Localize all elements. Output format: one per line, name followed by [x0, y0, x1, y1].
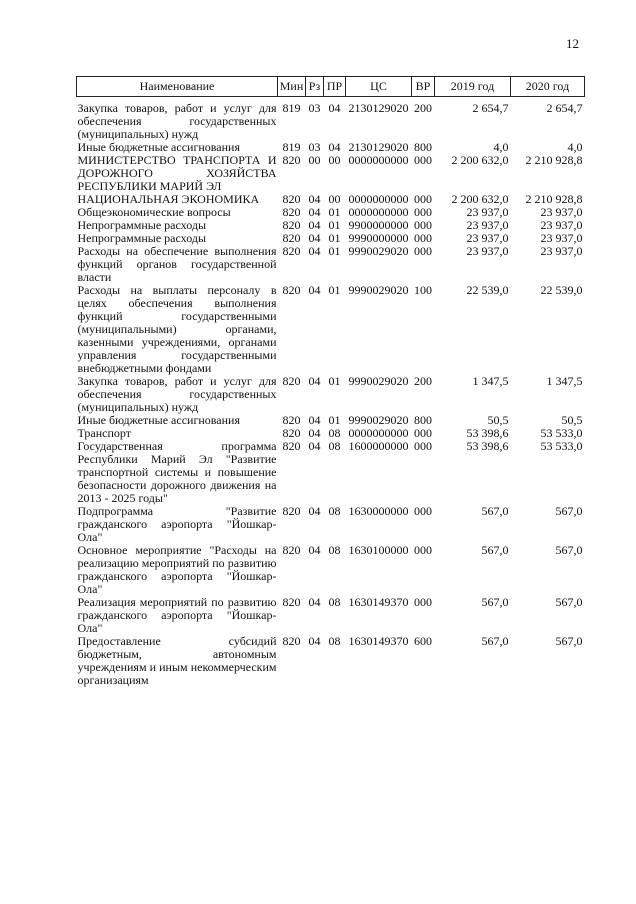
row-value-2019: 53 398,6	[466, 439, 509, 453]
header-pr: ПР	[324, 77, 346, 97]
row-name: Иные бюджетные ассигнования	[77, 413, 240, 427]
row-cs: 9990029020	[348, 413, 409, 427]
row-vr: 000	[414, 192, 432, 206]
row-cs: 9900000000	[348, 218, 409, 232]
row-value-2020: 2 654,7	[546, 101, 583, 115]
row-cs: 1600000000	[348, 439, 409, 453]
row-min: 820	[282, 153, 301, 167]
row-pr: 00	[328, 192, 341, 206]
row-cs: 9990029020	[348, 374, 409, 388]
header-rz: Рз	[306, 77, 324, 97]
row-rz: 04	[308, 231, 321, 245]
row-min: 820	[282, 192, 301, 206]
row-value-2019: 567,0	[481, 595, 509, 609]
row-cs: 9990029020	[348, 283, 409, 297]
row-pr: 08	[328, 439, 341, 453]
row-value-2020: 4,0	[567, 140, 583, 154]
row-cs: 1630149370	[348, 595, 409, 609]
row-pr: 08	[328, 595, 341, 609]
row-rz: 04	[308, 439, 321, 453]
row-name: Непрограммные расходы	[77, 218, 207, 232]
row-rz: 04	[308, 413, 321, 427]
row-name: Реализация мероприятий по развитию гражданского аэропорта "Йошкар-Ола"	[77, 595, 277, 635]
row-rz: 04	[308, 374, 321, 388]
row-cs: 1630000000	[348, 504, 409, 518]
table-row	[77, 154, 585, 193]
row-value-2020: 50,5	[561, 413, 583, 427]
row-value-2019: 53 398,6	[466, 426, 509, 440]
row-name: Государственная программа Республики Марий Эл "Развитие транспортной системы и повышение безопасности дорожного движения на 2013 - 2025 годы"	[77, 439, 277, 505]
row-name: Основное мероприятие "Расходы на реализацию мероприятий по развитию гражданского аэропорта "Йошкар-Ола"	[77, 543, 277, 596]
row-name: Предоставление субсидий бюджетным, автономным учреждениям и иным некоммерческим организациям	[77, 634, 277, 687]
row-value-2020: 567,0	[555, 634, 583, 648]
table-row	[77, 375, 585, 414]
row-name: Расходы на выплаты персоналу в целях обеспечения выполнения функций государственными (муниципальными) органами, казенными учреждениями, органами управления государственными внебюджетными фондами	[77, 283, 277, 375]
row-value-2019: 567,0	[481, 543, 509, 557]
table-row	[77, 245, 585, 284]
row-name: Закупка товаров, работ и услуг для обеспечения государственных (муниципальных) нужд	[77, 374, 277, 414]
row-name: Иные бюджетные ассигнования	[77, 140, 240, 154]
row-value-2019: 23 937,0	[466, 205, 509, 219]
row-value-2019: 50,5	[487, 413, 509, 427]
table-row	[77, 544, 585, 596]
row-rz: 00	[308, 153, 321, 167]
row-value-2019: 2 654,7	[472, 101, 509, 115]
row-vr: 000	[414, 231, 432, 245]
row-rz: 04	[308, 283, 321, 297]
row-min: 820	[282, 595, 301, 609]
page-number: 12	[566, 36, 579, 51]
row-vr: 000	[414, 153, 432, 167]
row-value-2019: 2 200 632,0	[451, 192, 509, 206]
row-cs: 9990000000	[348, 231, 409, 245]
row-rz: 04	[308, 205, 321, 219]
header-vr: ВР	[412, 77, 435, 97]
row-pr: 08	[328, 634, 341, 648]
row-value-2020: 1 347,5	[546, 374, 583, 388]
row-vr: 100	[414, 283, 432, 297]
header-cs: ЦС	[346, 77, 412, 97]
row-vr: 000	[414, 543, 432, 557]
row-vr: 800	[414, 413, 432, 427]
row-name: Непрограммные расходы	[77, 231, 207, 245]
row-pr: 01	[328, 218, 341, 232]
row-rz: 04	[308, 504, 321, 518]
row-value-2019: 1 347,5	[472, 374, 509, 388]
header-name: Наименование	[77, 77, 278, 97]
row-value-2020: 23 937,0	[540, 231, 583, 245]
row-value-2019: 567,0	[481, 504, 509, 518]
row-name: Закупка товаров, работ и услуг для обеспечения государственных (муниципальных) нужд	[77, 101, 277, 141]
row-value-2019: 23 937,0	[466, 218, 509, 232]
row-cs: 2130129020	[348, 140, 409, 154]
row-value-2020: 567,0	[555, 543, 583, 557]
row-name: НАЦИОНАЛЬНАЯ ЭКОНОМИКА	[77, 192, 260, 206]
row-min: 820	[282, 374, 301, 388]
table-row	[77, 596, 585, 635]
row-min: 820	[282, 283, 301, 297]
row-value-2019: 567,0	[481, 634, 509, 648]
row-value-2020: 567,0	[555, 595, 583, 609]
row-value-2020: 23 937,0	[540, 244, 583, 258]
header-year-2019: 2019 год	[435, 77, 511, 97]
row-value-2020: 567,0	[555, 504, 583, 518]
row-pr: 01	[328, 283, 341, 297]
row-rz: 04	[308, 192, 321, 206]
row-cs: 0000000000	[348, 205, 409, 219]
row-cs: 2130129020	[348, 101, 409, 115]
row-vr: 800	[414, 140, 432, 154]
row-cs: 0000000000	[348, 153, 409, 167]
row-vr: 000	[414, 244, 432, 258]
row-pr: 01	[328, 244, 341, 258]
row-pr: 01	[328, 413, 341, 427]
row-vr: 000	[414, 218, 432, 232]
row-rz: 04	[308, 634, 321, 648]
row-pr: 08	[328, 426, 341, 440]
row-min: 820	[282, 218, 301, 232]
row-name: Транспорт	[77, 426, 131, 440]
row-cs: 9990029020	[348, 244, 409, 258]
row-vr: 000	[414, 595, 432, 609]
row-pr: 01	[328, 231, 341, 245]
row-min: 820	[282, 205, 301, 219]
row-vr: 200	[414, 101, 432, 115]
header-min: Мин	[278, 77, 306, 97]
row-value-2020: 2 210 928,8	[525, 192, 583, 206]
row-value-2019: 23 937,0	[466, 244, 509, 258]
row-pr: 04	[328, 101, 341, 115]
row-min: 820	[282, 504, 301, 518]
row-rz: 03	[308, 101, 321, 115]
table-row	[77, 635, 585, 687]
row-value-2020: 22 539,0	[540, 283, 583, 297]
row-pr: 00	[328, 153, 341, 167]
row-value-2020: 53 533,0	[540, 426, 583, 440]
header-year-2020: 2020 год	[511, 77, 585, 97]
row-vr: 000	[414, 205, 432, 219]
row-cs: 0000000000	[348, 192, 409, 206]
row-pr: 04	[328, 140, 341, 154]
row-min: 820	[282, 439, 301, 453]
row-pr: 08	[328, 504, 341, 518]
row-pr: 01	[328, 374, 341, 388]
row-pr: 08	[328, 543, 341, 557]
row-rz: 04	[308, 595, 321, 609]
row-rz: 04	[308, 218, 321, 232]
row-cs: 1630149370	[348, 634, 409, 648]
row-value-2020: 2 210 928,8	[525, 153, 583, 167]
row-rz: 03	[308, 140, 321, 154]
row-min: 820	[282, 543, 301, 557]
row-name: Расходы на обеспечение выполнения функций органов государственной власти	[77, 244, 277, 284]
row-vr: 600	[414, 634, 432, 648]
row-min: 820	[282, 244, 301, 258]
row-cs: 0000000000	[348, 426, 409, 440]
row-value-2020: 23 937,0	[540, 218, 583, 232]
row-rz: 04	[308, 244, 321, 258]
row-value-2019: 22 539,0	[466, 283, 509, 297]
row-value-2019: 23 937,0	[466, 231, 509, 245]
row-rz: 04	[308, 426, 321, 440]
table-row	[77, 440, 585, 505]
row-vr: 200	[414, 374, 432, 388]
row-min: 819	[282, 140, 301, 154]
row-pr: 01	[328, 205, 341, 219]
row-name: Общеэкономические вопросы	[77, 205, 231, 219]
table-row	[77, 505, 585, 544]
row-min: 820	[282, 231, 301, 245]
row-rz: 04	[308, 543, 321, 557]
row-vr: 000	[414, 439, 432, 453]
table-body	[77, 97, 585, 688]
budget-table	[76, 76, 585, 687]
row-value-2020: 23 937,0	[540, 205, 583, 219]
row-name: МИНИСТЕРСТВО ТРАНСПОРТА И ДОРОЖНОГО ХОЗЯЙСТВА РЕСПУБЛИКИ МАРИЙ ЭЛ	[77, 153, 277, 193]
row-value-2019: 2 200 632,0	[451, 153, 509, 167]
table-row	[77, 284, 585, 375]
row-cs: 1630100000	[348, 543, 409, 557]
row-value-2020: 53 533,0	[540, 439, 583, 453]
row-value-2019: 4,0	[493, 140, 509, 154]
row-name: Подпрограмма "Развитие гражданского аэропорта "Йошкар-Ола"	[77, 504, 277, 544]
row-vr: 000	[414, 504, 432, 518]
row-min: 820	[282, 413, 301, 427]
table-header-row	[77, 77, 585, 97]
table-row	[77, 97, 585, 142]
row-min: 820	[282, 426, 301, 440]
row-min: 820	[282, 634, 301, 648]
row-vr: 000	[414, 426, 432, 440]
row-min: 819	[282, 101, 301, 115]
